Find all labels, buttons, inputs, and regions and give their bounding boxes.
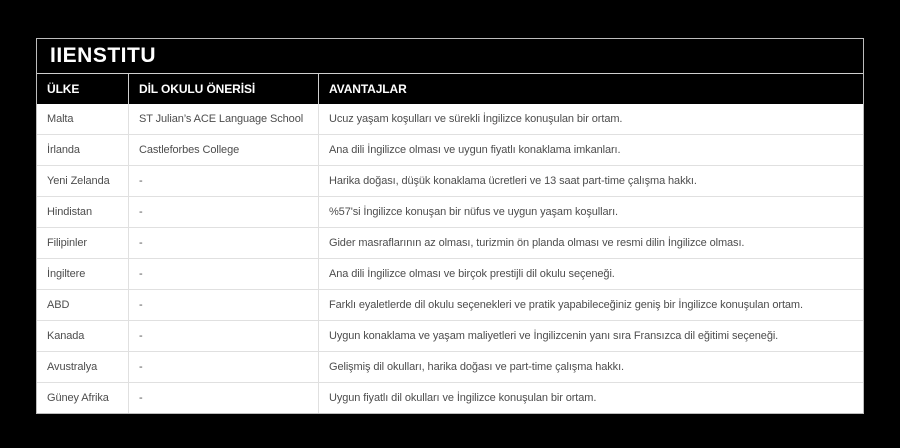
cell-school: -	[128, 259, 318, 289]
cell-school: Castleforbes College	[128, 135, 318, 165]
table-row	[37, 135, 863, 166]
column-header-school: DİL OKULU ÖNERİSİ	[128, 74, 318, 104]
cell-country: Kanada	[47, 330, 85, 342]
cell-school: -	[128, 228, 318, 258]
table-row	[37, 259, 863, 290]
cell-advantages: Gider masraflarının az olması, turizmin ön planda olması ve resmi dilin İngilizce olması.	[318, 228, 863, 258]
cell-school: ST Julian’s ACE Language School	[128, 104, 318, 134]
cell-advantages: Ana dili İngilizce olması ve uygun fiyatlı konaklama imkanları.	[318, 135, 863, 165]
table-row	[37, 383, 863, 414]
cell-school: -	[128, 352, 318, 382]
cell-school: -	[128, 197, 318, 227]
language-schools-table	[36, 38, 864, 414]
cell-advantages: Uygun konaklama ve yaşam maliyetleri ve İngilizcenin yanı sıra Fransızca dil eğitimi seçeneği.	[318, 321, 863, 351]
table-row	[37, 104, 863, 135]
table-body	[37, 104, 863, 414]
cell-country: Yeni Zelanda	[47, 175, 110, 187]
cell-advantages: Farklı eyaletlerde dil okulu seçenekleri ve pratik yapabileceğiniz geniş bir İngilizce konuşulan ortam.	[318, 290, 863, 320]
cell-country: Hindistan	[47, 206, 92, 218]
cell-school: -	[128, 321, 318, 351]
cell-country: ABD	[47, 299, 70, 311]
table-title: IIENSTITU	[37, 39, 863, 74]
table-header-row	[37, 74, 863, 104]
cell-advantages: Uygun fiyatlı dil okulları ve İngilizce konuşulan bir ortam.	[318, 383, 863, 414]
cell-school: -	[128, 290, 318, 320]
table-row	[37, 352, 863, 383]
cell-country: İrlanda	[47, 144, 80, 156]
table-row	[37, 166, 863, 197]
cell-school: -	[128, 383, 318, 414]
table-row	[37, 290, 863, 321]
cell-country: Güney Afrika	[47, 392, 109, 404]
cell-advantages: Ucuz yaşam koşulları ve sürekli İngilizce konuşulan bir ortam.	[318, 104, 863, 134]
cell-country: Avustralya	[47, 361, 98, 373]
cell-school: -	[128, 166, 318, 196]
cell-advantages: Gelişmiş dil okulları, harika doğası ve part-time çalışma hakkı.	[318, 352, 863, 382]
cell-country: Filipinler	[47, 237, 87, 249]
cell-country: Malta	[47, 113, 74, 125]
table-row	[37, 228, 863, 259]
cell-country: İngiltere	[47, 268, 86, 280]
column-header-country: ÜLKE	[47, 82, 80, 96]
table-row	[37, 321, 863, 352]
table-row	[37, 197, 863, 228]
cell-advantages: Harika doğası, düşük konaklama ücretleri ve 13 saat part-time çalışma hakkı.	[318, 166, 863, 196]
cell-advantages: Ana dili İngilizce olması ve birçok prestijli dil okulu seçeneği.	[318, 259, 863, 289]
cell-advantages: %57'si İngilizce konuşan bir nüfus ve uygun yaşam koşulları.	[318, 197, 863, 227]
column-header-advantages: AVANTAJLAR	[318, 74, 863, 104]
